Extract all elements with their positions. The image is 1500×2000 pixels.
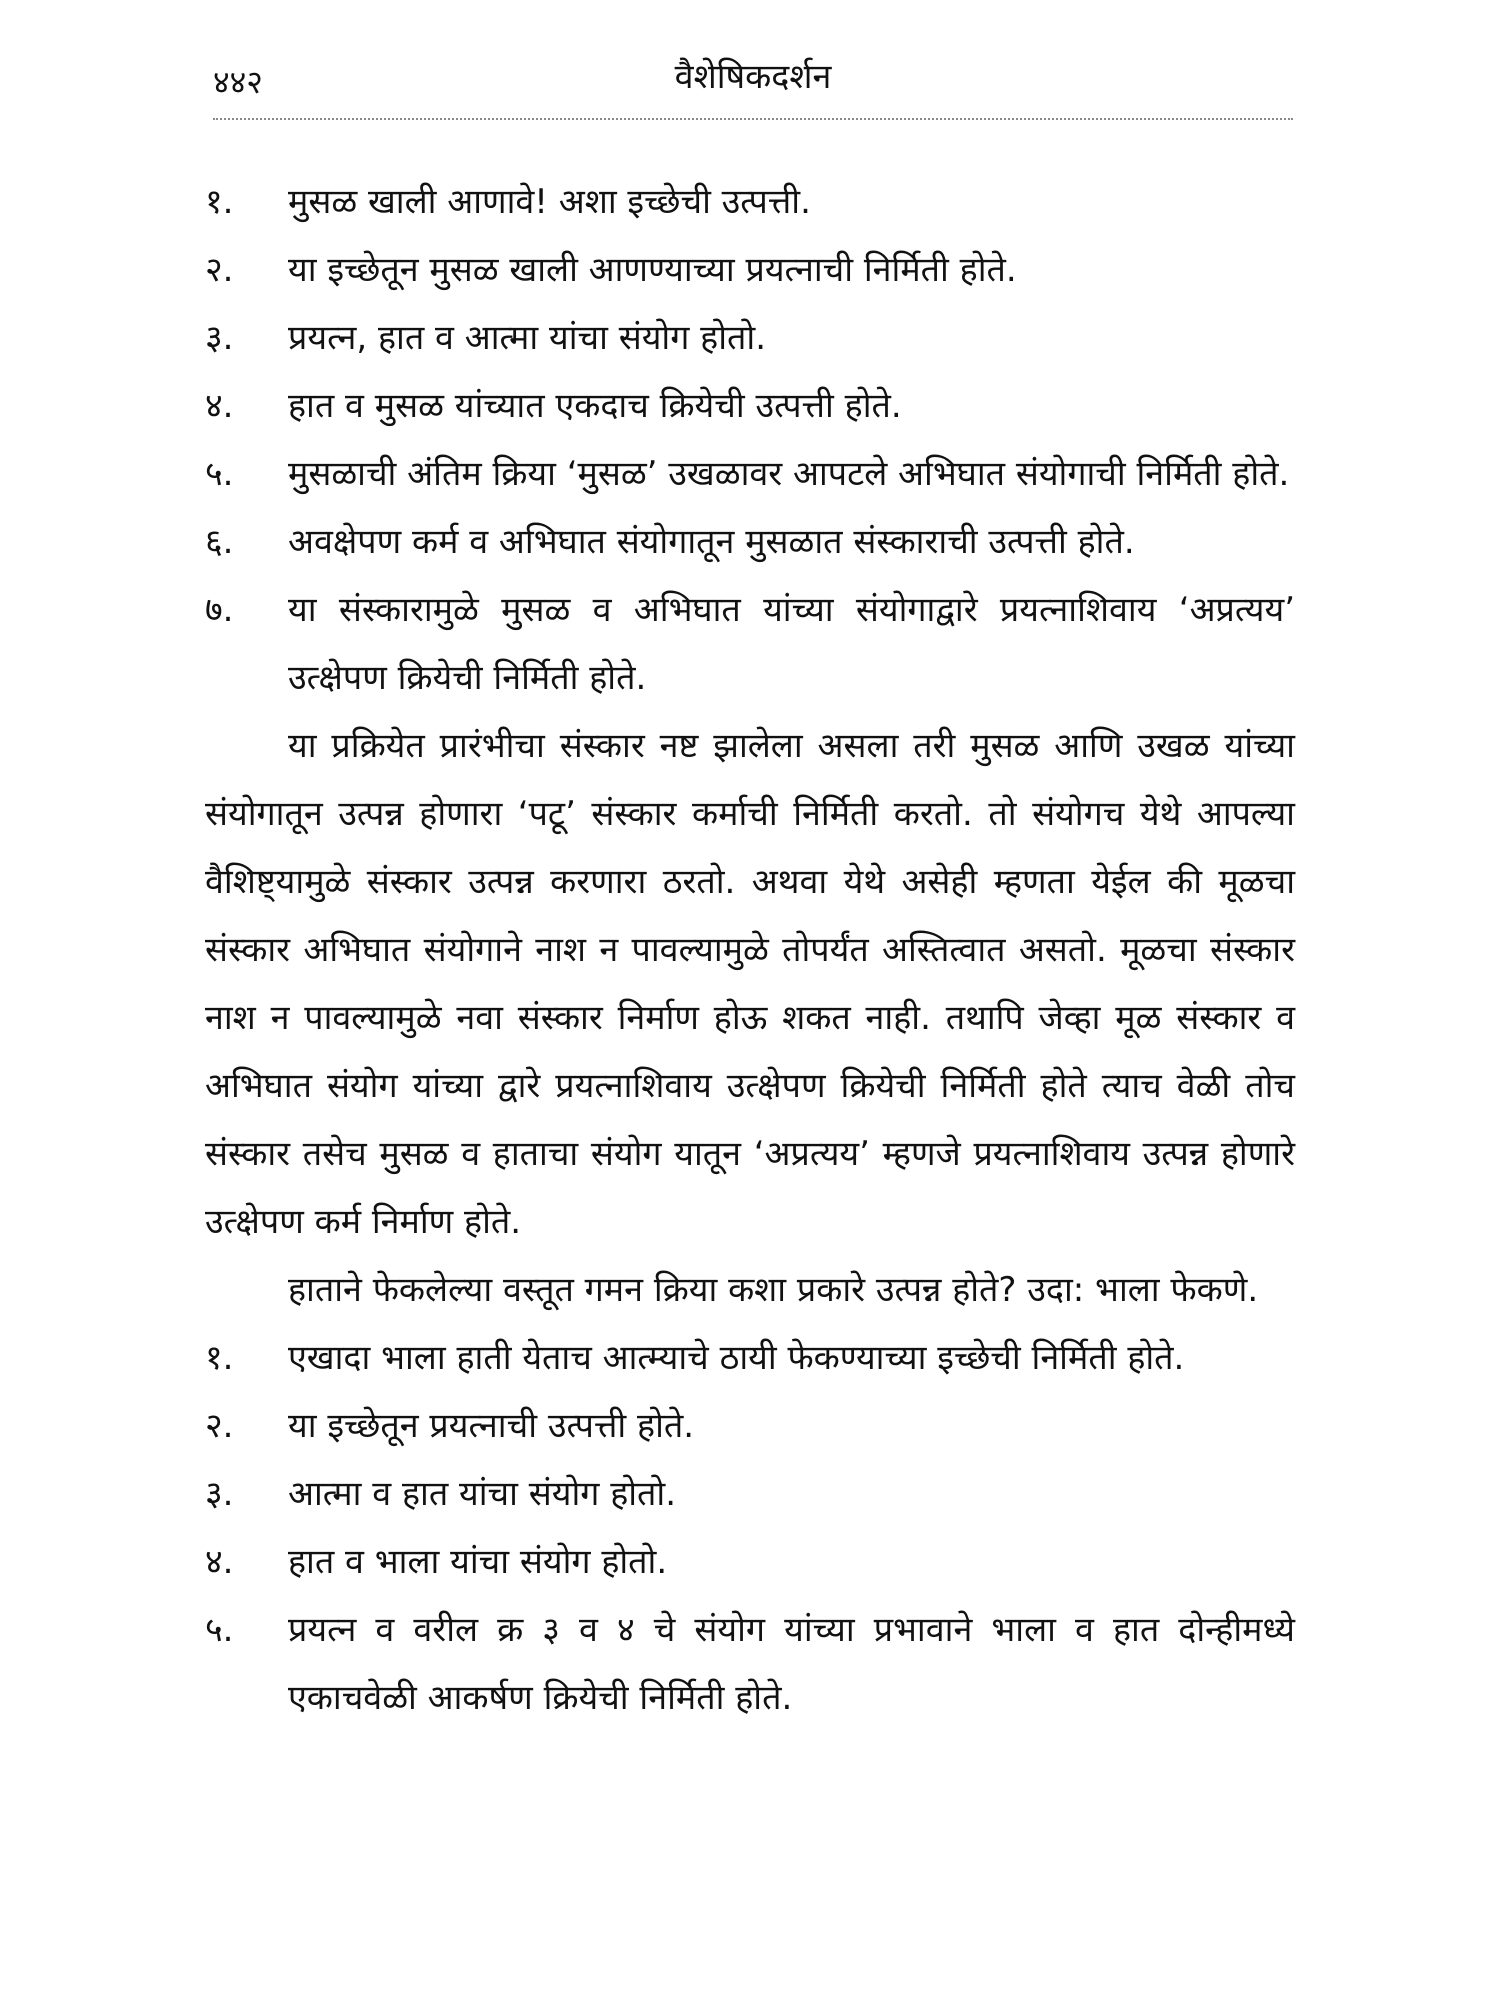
running-title: वैशेषिकदर्शन	[674, 57, 832, 97]
list-item	[205, 304, 1295, 372]
item-text: प्रयत्न व वरील क्र ३ व ४ चे संयोग यांच्या प्रभावाने भाला व हात दोन्हीमध्ये एकाचवेळी आकर्षण क्रियेची निर्मिती होते.	[288, 1610, 1295, 1718]
item-text: मुसळ खाली आणावे! अशा इच्छेची उत्पत्ती.	[288, 182, 811, 222]
item-number: ४.	[205, 1542, 234, 1582]
page-body	[205, 168, 1295, 1732]
list-item	[205, 1460, 1295, 1528]
list-item	[205, 508, 1295, 576]
item-number: १.	[205, 1338, 234, 1378]
item-text: एखादा भाला हाती येताच आत्म्याचे ठायी फेकण्याच्या इच्छेची निर्मिती होते.	[288, 1338, 1185, 1378]
list-item	[205, 236, 1295, 304]
item-text: या इच्छेतून प्रयत्नाची उत्पत्ती होते.	[288, 1406, 695, 1446]
list-item	[205, 1596, 1295, 1732]
item-number: २.	[205, 1406, 234, 1446]
list-item	[205, 440, 1295, 508]
item-number: ५.	[205, 454, 234, 494]
list-item	[205, 168, 1295, 236]
body-paragraph: या प्रक्रियेत प्रारंभीचा संस्कार नष्ट झालेला असला तरी मुसळ आणि उखळ यांच्या संयोगातून उत्पन्न होणारा ‘पटू’ संस्कार कर्माची निर्मिती करतो. तो संयोगच येथे आपल्या वैशिष्ट्यामुळे संस्कार उत्पन्न करणारा ठरतो. अथवा येथे असेही म्हणता येईल की मूळचा संस्कार अभिघात संयोगाने नाश न पावल्यामुळे तोपर्यंत अस्तित्वात असतो. मूळचा संस्कार नाश न पावल्यामुळे नवा संस्कार निर्माण होऊ शकत नाही. तथापि जेव्हा मूळ संस्कार व अभिघात संयोग यांच्या द्वारे प्रयत्नाशिवाय उत्क्षेपण क्रियेची निर्मिती होते त्याच वेळी तोच संस्कार तसेच मुसळ व हाताचा संयोग यातून ‘अप्रत्यय’ म्हणजे प्रयत्नाशिवाय उत्पन्न होणारे उत्क्षेपण कर्म निर्माण होते.	[205, 726, 1295, 1242]
item-text: हात व मुसळ यांच्यात एकदाच क्रियेची उत्पत्ती होते.	[288, 386, 902, 426]
list-item	[205, 1324, 1295, 1392]
item-text: अवक्षेपण कर्म व अभिघात संयोगातून मुसळात संस्काराची उत्पत्ती होते.	[288, 522, 1135, 562]
list-item	[205, 1392, 1295, 1460]
item-text: मुसळाची अंतिम क्रिया ‘मुसळ’ उखळावर आपटले अभिघात संयोगाची निर्मिती होते.	[288, 454, 1290, 494]
numbered-list-2	[205, 1324, 1295, 1732]
item-number: २.	[205, 250, 234, 290]
list-item	[205, 576, 1295, 712]
numbered-list-1	[205, 168, 1295, 712]
item-number: ६.	[205, 522, 234, 562]
item-number: १.	[205, 182, 234, 222]
item-number: ३.	[205, 1474, 234, 1514]
item-text: या इच्छेतून मुसळ खाली आणण्याच्या प्रयत्नाची निर्मिती होते.	[288, 250, 1017, 290]
item-number: ७.	[205, 590, 234, 630]
item-text: या संस्कारामुळे मुसळ व अभिघात यांच्या संयोगाद्वारे प्रयत्नाशिवाय ‘अप्रत्यय’ उत्क्षेपण क्रियेची निर्मिती होते.	[288, 590, 1295, 698]
item-text: प्रयत्न, हात व आत्मा यांचा संयोग होतो.	[288, 318, 767, 358]
item-number: ५.	[205, 1610, 234, 1650]
list-item	[205, 372, 1295, 440]
item-text: आत्मा व हात यांचा संयोग होतो.	[288, 1474, 677, 1514]
item-number: ४.	[205, 386, 234, 426]
page-number: ४४२	[213, 63, 263, 101]
header-divider	[213, 118, 1293, 120]
item-number: ३.	[205, 318, 234, 358]
page-header	[213, 52, 1293, 122]
item-text: हात व भाला यांचा संयोग होतो.	[288, 1542, 668, 1582]
body-paragraph: हाताने फेकलेल्या वस्तूत गमन क्रिया कशा प्रकारे उत्पन्न होते? उदा: भाला फेकणे.	[288, 1270, 1259, 1310]
list-item	[205, 1528, 1295, 1596]
